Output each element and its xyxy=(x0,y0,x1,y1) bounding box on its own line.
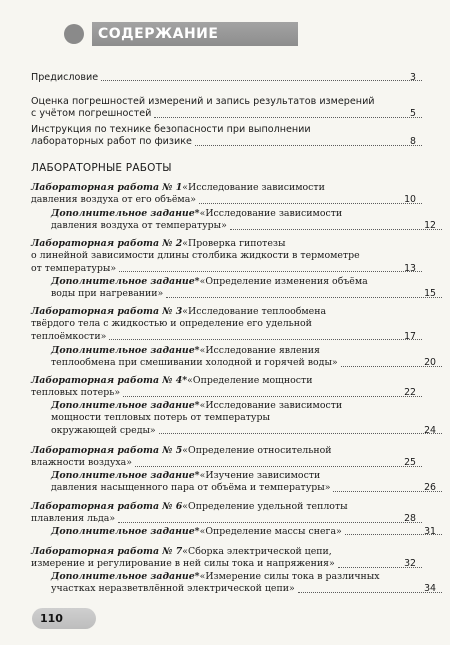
entry-label: Дополнительное задание* xyxy=(51,345,200,356)
leader-dots xyxy=(166,297,442,298)
page-ref: 12 xyxy=(424,220,436,232)
page-ref: 20 xyxy=(424,357,436,369)
page-ref: 15 xyxy=(424,288,436,300)
entry-label: Дополнительное задание* xyxy=(51,470,200,481)
entry-text-line: давления воздуха от его объёма» xyxy=(31,194,197,206)
leader-dots xyxy=(118,522,422,523)
entry-text-line: Инструкция по технике безопасности при выполнении xyxy=(31,124,311,135)
leader-dots xyxy=(195,145,422,146)
leader-dots xyxy=(230,229,442,230)
toc-entry[interactable] xyxy=(0,276,450,301)
toc-entry[interactable] xyxy=(0,571,450,596)
leader-dots xyxy=(159,433,442,434)
toc-entry[interactable] xyxy=(0,375,450,400)
entry-text-line: «Исследование зависимости xyxy=(199,208,343,219)
entry-text-line: мощности тепловых потерь от температуры xyxy=(51,412,270,424)
entry-text-line: «Определение мощности xyxy=(187,375,313,386)
entry-text-line: воды при нагревании» xyxy=(51,288,164,300)
page-ref: 8 xyxy=(410,136,416,148)
page-ref: 28 xyxy=(404,513,416,525)
leader-dots xyxy=(199,203,422,204)
entry-text-line: теплообмена при смешивании холодной и горячей воды» xyxy=(51,357,338,369)
entry-text-line: «Измерение силы тока в различных xyxy=(199,571,380,582)
entry-label: Дополнительное задание* xyxy=(51,276,200,287)
toc-entry[interactable] xyxy=(0,400,450,437)
entry-text-line: от температуры» xyxy=(31,262,117,274)
toc-entry[interactable] xyxy=(0,208,450,233)
entry-text-line: «Изучение зависимости xyxy=(199,470,321,481)
page-ref: 5 xyxy=(410,108,416,120)
toc-entry[interactable] xyxy=(0,238,450,275)
page-ref: 34 xyxy=(424,583,436,595)
leader-dots xyxy=(154,117,422,118)
entry-text-line: давления насыщенного пара от объёма и температуры» xyxy=(51,482,331,494)
entry-text-line: «Определение удельной теплоты xyxy=(182,501,348,512)
page-ref: 26 xyxy=(424,482,436,494)
page-ref: 31 xyxy=(424,526,436,537)
entry-text-line: «Определение массы снега» xyxy=(199,526,342,537)
entry-text-line: тепловых потерь» xyxy=(31,387,121,399)
entry-text-line: Предисловие xyxy=(31,72,99,83)
page-number: 110 xyxy=(40,612,63,625)
page-number-tab xyxy=(32,608,96,629)
entry-text-line: «Исследование зависимости xyxy=(199,400,343,411)
entry-text-line: «Сборка электрической цепи, xyxy=(182,546,332,557)
entry-text-line: о линейной зависимости длины столбика жидкости в термометре xyxy=(31,250,360,262)
page-ref: 3 xyxy=(410,72,416,83)
page-ref: 25 xyxy=(404,457,416,469)
entry-text-line: Оценка погрешностей измерений и запись результатов измерений xyxy=(31,96,375,107)
toc-entry[interactable] xyxy=(0,546,450,571)
page-ref: 17 xyxy=(404,330,416,342)
toc-entry[interactable] xyxy=(0,72,450,84)
entry-text-line: «Исследование теплообмена xyxy=(182,306,327,317)
lab-section-title: ЛАБОРАТОРНЫЕ РАБОТЫ xyxy=(31,162,172,174)
entry-text-line: участках неразветвлённой электрической цепи» xyxy=(51,583,295,595)
leader-dots xyxy=(119,271,422,272)
leader-dots xyxy=(135,466,422,467)
page-ref: 32 xyxy=(404,558,416,570)
entry-label: Лабораторная работа № 3 xyxy=(31,306,183,317)
toc-entry[interactable] xyxy=(0,501,450,526)
toc-entry[interactable] xyxy=(0,445,450,470)
entry-text-line: лабораторных работ по физике xyxy=(31,136,192,148)
toc-entry[interactable] xyxy=(0,96,450,121)
entry-label: Лабораторная работа № 1 xyxy=(31,182,183,193)
entry-text-line: окружающей среды» xyxy=(51,424,156,436)
header-bullet-icon xyxy=(64,24,84,44)
entry-text-line: «Определение относительной xyxy=(182,445,332,456)
leader-dots xyxy=(109,339,422,340)
entry-text-line: «Исследование зависимости xyxy=(182,182,325,193)
toc-entry[interactable] xyxy=(0,470,450,495)
entry-text-line: измерение и регулирование в ней силы тока и напряжения» xyxy=(31,558,335,570)
entry-label: Лабораторная работа № 7 xyxy=(31,546,183,557)
page-ref: 10 xyxy=(404,194,416,206)
toc-entry[interactable] xyxy=(0,526,450,538)
entry-text-line: с учётом погрешностей xyxy=(31,108,152,120)
toc-entry[interactable] xyxy=(0,182,450,207)
entry-text-line: «Определение изменения объёма xyxy=(199,276,368,287)
toc-entry[interactable] xyxy=(0,345,450,370)
toc-entry[interactable] xyxy=(0,306,450,343)
entry-text-line: «Проверка гипотезы xyxy=(182,238,286,249)
entry-text-line: влажности воздуха» xyxy=(31,457,132,469)
entry-text-line: давления воздуха от температуры» xyxy=(51,220,227,232)
page-ref: 22 xyxy=(404,387,416,399)
entry-label: Дополнительное задание* xyxy=(51,571,200,582)
leader-dots xyxy=(123,396,422,397)
page-ref: 13 xyxy=(404,262,416,274)
leader-dots xyxy=(101,80,422,81)
entry-text-line: плавления льда» xyxy=(31,513,116,525)
entry-text-line: «Исследование явления xyxy=(199,345,320,356)
entry-label: Дополнительное задание* xyxy=(51,526,200,537)
entry-label: Дополнительное задание* xyxy=(51,400,200,411)
entry-label: Лабораторная работа № 4* xyxy=(31,375,188,386)
entry-text-line: твёрдого тела с жидкостью и определение его удельной xyxy=(31,318,312,330)
entry-label: Лабораторная работа № 6 xyxy=(31,501,183,512)
entry-label: Лабораторная работа № 2 xyxy=(31,238,183,249)
contents-title: СОДЕРЖАНИЕ xyxy=(92,22,298,46)
toc-entry[interactable] xyxy=(0,124,450,149)
contents-header xyxy=(64,22,298,46)
entry-label: Дополнительное задание* xyxy=(51,208,200,219)
entry-label: Лабораторная работа № 5 xyxy=(31,445,183,456)
page-ref: 24 xyxy=(424,424,436,436)
entry-text-line: теплоёмкости» xyxy=(31,330,107,342)
